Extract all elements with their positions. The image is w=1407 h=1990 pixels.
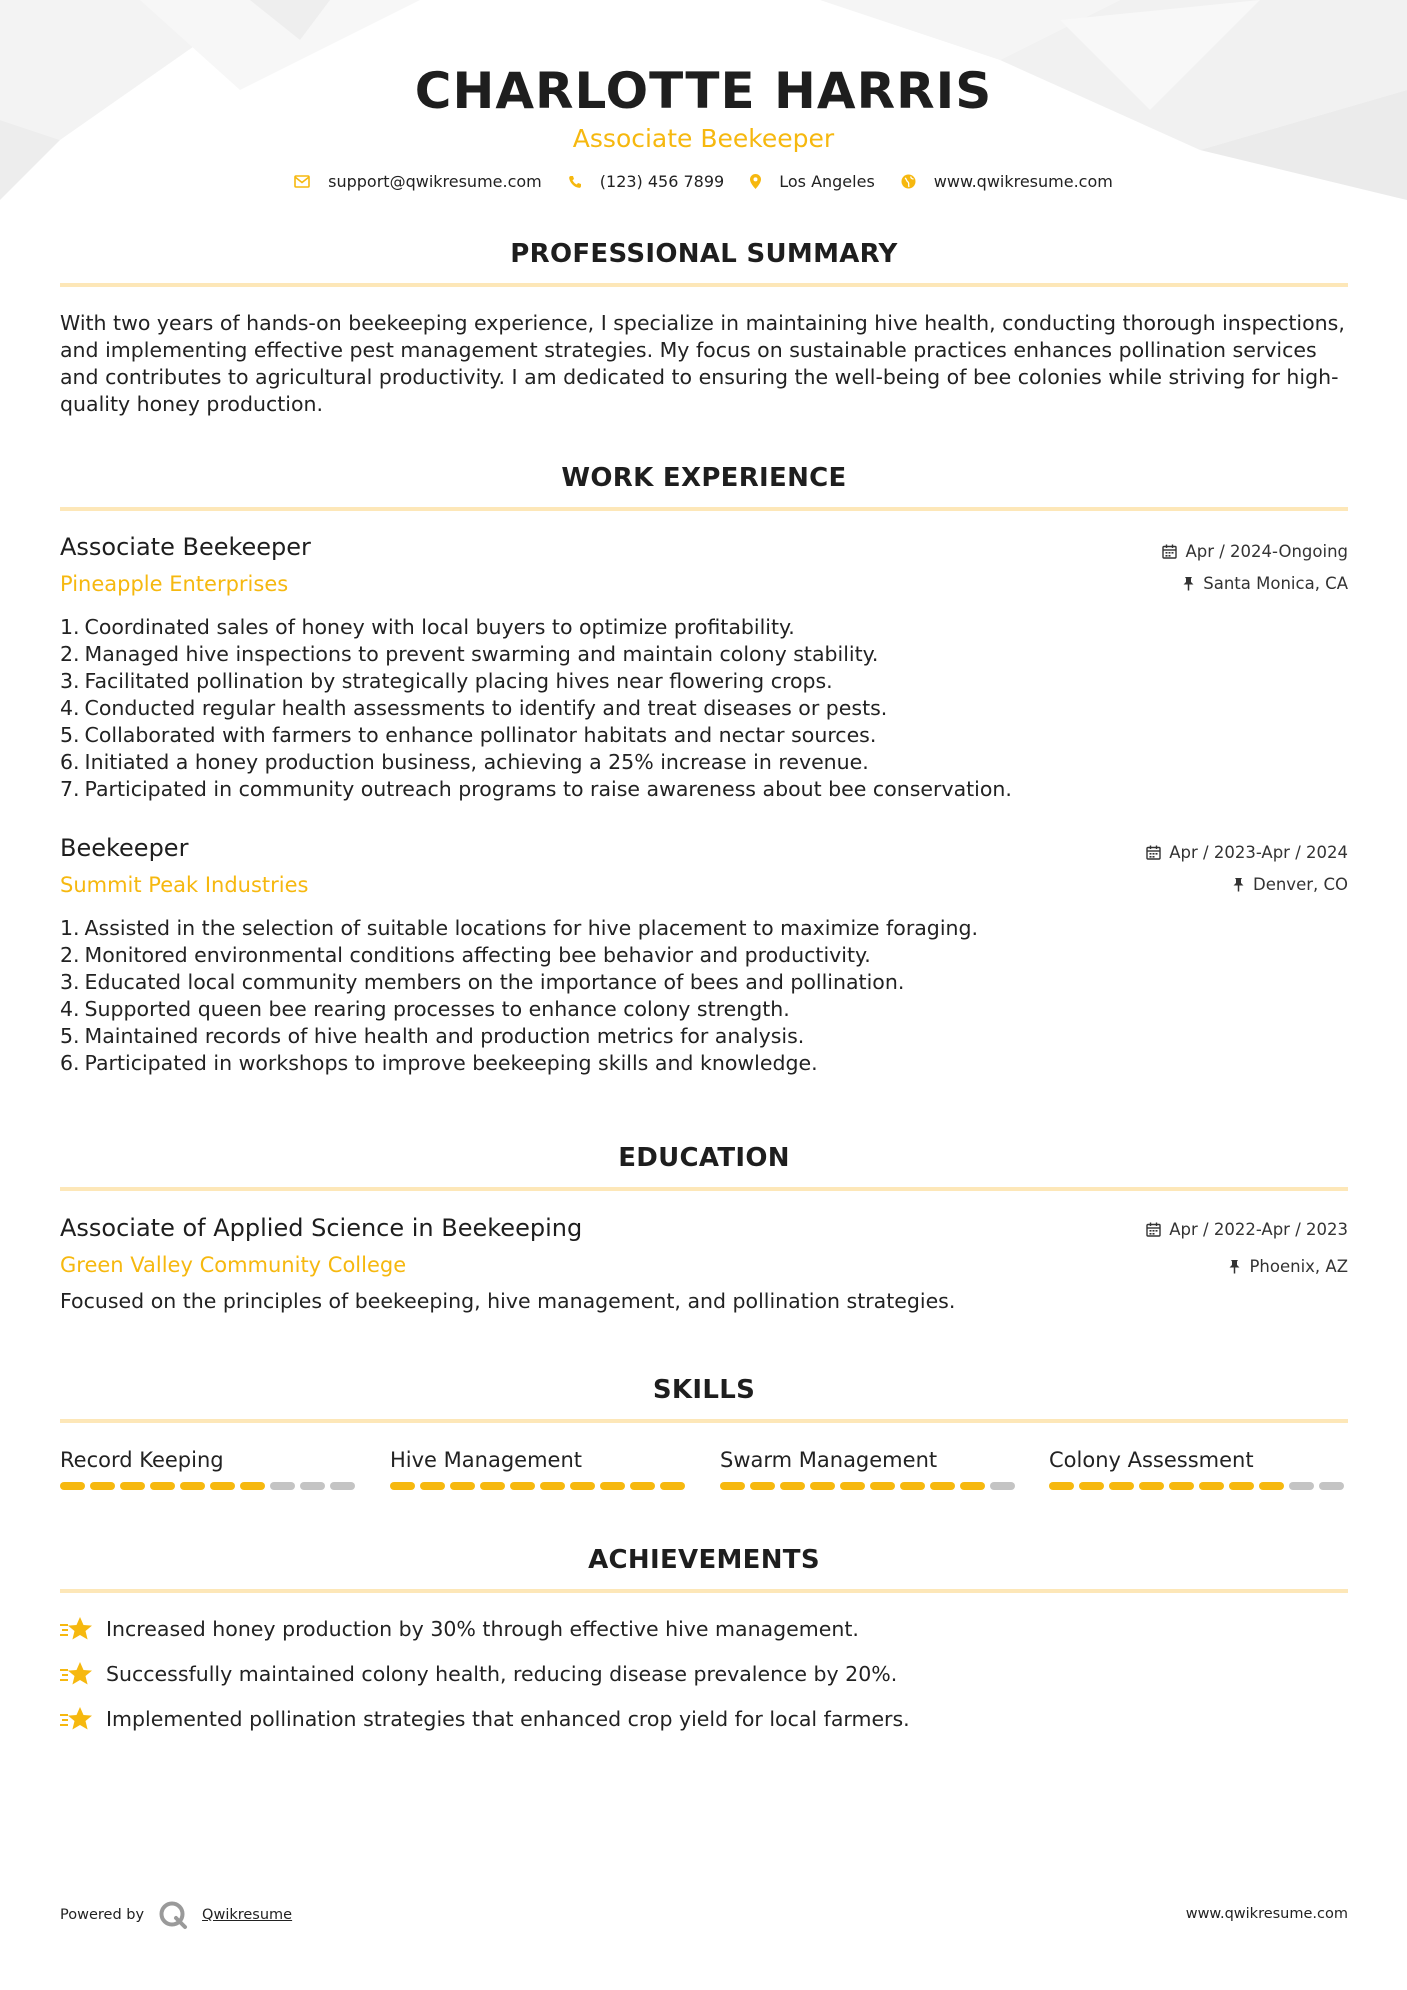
skill-segment-filled [510, 1482, 535, 1490]
list-item-text: Supported queen bee rearing processes to enhance colony strength. [84, 997, 790, 1021]
summary-heading: PROFESSIONAL SUMMARY [510, 239, 898, 269]
job-company: Summit Peak Industries [60, 873, 309, 897]
skill-segment-empty [270, 1482, 295, 1490]
achievements-divider [60, 1589, 1348, 1593]
envelope-icon [294, 175, 310, 188]
skill-segment-filled [1229, 1482, 1254, 1490]
calendar-icon [1146, 845, 1161, 860]
skill-segment-filled [570, 1482, 595, 1490]
achievement-item [60, 1616, 859, 1642]
achievements-heading: ACHIEVEMENTS [588, 1545, 820, 1575]
list-item: 5. Collaborated with farmers to enhance pollinator habitats and nectar sources. [60, 723, 877, 747]
achievement-item [60, 1661, 897, 1687]
job-location-text: Denver, CO [1252, 875, 1348, 894]
skill-name: Hive Management [390, 1448, 582, 1472]
list-item: 3. Facilitated pollination by strategically placing hives near flowering crops. [60, 669, 833, 693]
job-dates [1162, 542, 1348, 561]
footer-website[interactable]: www.qwikresume.com [1185, 1906, 1348, 1922]
job-location [1232, 875, 1348, 894]
skill-segment-filled [60, 1482, 85, 1490]
job-location-text: Santa Monica, CA [1203, 574, 1348, 593]
skill-segment-filled [1079, 1482, 1104, 1490]
skill-segment-filled [450, 1482, 475, 1490]
contact-phone-text: (123) 456 7899 [599, 172, 725, 191]
skill-segment-filled [1199, 1482, 1224, 1490]
summary-divider [60, 283, 1348, 287]
list-item: 2. Monitored environmental conditions affecting bee behavior and productivity. [60, 943, 871, 967]
list-item: 7. Participated in community outreach programs to raise awareness about bee conservation. [60, 777, 1012, 801]
education-heading: EDUCATION [618, 1143, 790, 1173]
skills-heading: SKILLS [652, 1375, 756, 1405]
education-divider [60, 1187, 1348, 1191]
powered-by-label: Powered by [60, 1907, 145, 1923]
pushpin-icon [1232, 877, 1245, 892]
star-icon [60, 1661, 92, 1687]
list-item: 6. Participated in workshops to improve beekeeping skills and knowledge. [60, 1051, 818, 1075]
qwikresume-logo-icon [158, 1900, 188, 1930]
job-title: Beekeeper [60, 834, 189, 862]
skill-segment-filled [480, 1482, 505, 1490]
experience-divider [60, 507, 1348, 511]
skill-segment-filled [540, 1482, 565, 1490]
school-name: Green Valley Community College [60, 1253, 407, 1277]
skill-name: Colony Assessment [1049, 1448, 1254, 1472]
contact-phone[interactable] [568, 172, 724, 191]
star-icon [60, 1616, 92, 1642]
skill-segment-filled [780, 1482, 805, 1490]
candidate-title: Associate Beekeeper [572, 124, 835, 153]
skill-rating-bar [60, 1482, 360, 1490]
list-item-text: Maintained records of hive health and production metrics for analysis. [84, 1024, 805, 1048]
skill-segment-filled [930, 1482, 955, 1490]
education-dates [1146, 1220, 1348, 1239]
list-item-text: Participated in community outreach programs to raise awareness about bee conservation. [84, 777, 1012, 801]
qwikresume-link[interactable]: Qwikresume [202, 1907, 293, 1923]
list-item-text: Coordinated sales of honey with local buyers to optimize profitability. [84, 615, 795, 639]
calendar-icon [1146, 1222, 1161, 1237]
skill-segment-filled [900, 1482, 925, 1490]
skill-name: Swarm Management [720, 1448, 938, 1472]
contact-email[interactable] [294, 172, 542, 191]
skill-segment-empty [990, 1482, 1015, 1490]
list-item-text: Assisted in the selection of suitable locations for hive placement to maximize foraging. [84, 916, 979, 940]
skill-segment-filled [660, 1482, 685, 1490]
skill-rating-bar [390, 1482, 690, 1490]
list-item-text: Educated local community members on the importance of bees and pollination. [84, 970, 905, 994]
list-item-text: Monitored environmental conditions affecting bee behavior and productivity. [84, 943, 871, 967]
education-location-text: Phoenix, AZ [1249, 1257, 1348, 1276]
list-item-text: Managed hive inspections to prevent swarming and maintain colony stability. [84, 642, 879, 666]
skill-segment-filled [840, 1482, 865, 1490]
list-item: 3. Educated local community members on the importance of bees and pollination. [60, 970, 905, 994]
degree-title: Associate of Applied Science in Beekeeping [60, 1214, 583, 1242]
skill-segment-filled [420, 1482, 445, 1490]
phone-icon [568, 175, 582, 189]
pushpin-icon [1182, 576, 1195, 591]
skill-segment-filled [1049, 1482, 1074, 1490]
achievement-text: Increased honey production by 30% through effective hive management. [106, 1617, 859, 1641]
skill-segment-filled [90, 1482, 115, 1490]
achievement-text: Successfully maintained colony health, reducing disease prevalence by 20%. [106, 1662, 898, 1686]
achievement-item [60, 1706, 910, 1732]
job-location [1182, 574, 1348, 593]
job-duties-list [60, 614, 1260, 803]
list-item: 5. Maintained records of hive health and production metrics for analysis. [60, 1024, 805, 1048]
pushpin-icon [1228, 1259, 1241, 1274]
skill-segment-filled [750, 1482, 775, 1490]
skill-segment-filled [810, 1482, 835, 1490]
contact-website-text: www.qwikresume.com [933, 172, 1113, 191]
skill-rating-bar [1049, 1482, 1349, 1490]
skill-segment-filled [180, 1482, 205, 1490]
candidate-name: CHARLOTTE HARRIS [414, 62, 993, 120]
skill-segment-filled [1139, 1482, 1164, 1490]
list-item-text: Participated in workshops to improve beekeeping skills and knowledge. [84, 1051, 818, 1075]
summary-text: With two years of hands-on beekeeping experience, I specialize in maintaining hive health, conducting thorough inspections, and implementing effective pest management strategies. My focus on sustainable practices enhances pollination services and contributes to agricultural productivity. I am dedicated to ensuring the well-being of bee colonies while striving for high-quality honey production. [60, 311, 1345, 416]
job-dates-text: Apr / 2023-Apr / 2024 [1169, 843, 1348, 862]
contact-email-text: support@qwikresume.com [328, 172, 542, 191]
skill-item [720, 1446, 1020, 1490]
star-icon [60, 1706, 92, 1732]
list-item: 6. Initiated a honey production business, achieving a 25% increase in revenue. [60, 750, 869, 774]
job-company: Pineapple Enterprises [60, 572, 289, 596]
experience-heading: WORK EXPERIENCE [561, 463, 847, 493]
contact-website[interactable] [901, 172, 1113, 191]
skill-rating-bar [720, 1482, 1020, 1490]
education-description: Focused on the principles of beekeeping, hive management, and pollination strategies. [60, 1289, 956, 1313]
education-dates-text: Apr / 2022-Apr / 2023 [1169, 1220, 1348, 1239]
skill-segment-empty [1319, 1482, 1344, 1490]
list-item: 1. Coordinated sales of honey with local buyers to optimize profitability. [60, 615, 795, 639]
job-dates-text: Apr / 2024-Ongoing [1185, 542, 1348, 561]
contact-bar [0, 172, 1407, 191]
skill-segment-filled [1169, 1482, 1194, 1490]
skill-name: Record Keeping [60, 1448, 224, 1472]
globe-icon [901, 174, 916, 189]
skill-segment-filled [240, 1482, 265, 1490]
skill-segment-filled [870, 1482, 895, 1490]
skill-segment-filled [630, 1482, 655, 1490]
job-dates [1146, 843, 1348, 862]
skill-segment-filled [1259, 1482, 1284, 1490]
skill-segment-filled [1109, 1482, 1134, 1490]
skill-item [390, 1446, 690, 1490]
skill-segment-filled [600, 1482, 625, 1490]
skill-segment-filled [120, 1482, 145, 1490]
footer-branding [60, 1900, 292, 1930]
skill-segment-empty [330, 1482, 355, 1490]
job-duties-list [60, 915, 1260, 1077]
resume-header [0, 58, 1407, 154]
skill-item [1049, 1446, 1349, 1490]
skills-divider [60, 1419, 1348, 1423]
contact-location-text: Los Angeles [779, 172, 875, 191]
list-item-text: Collaborated with farmers to enhance pollinator habitats and nectar sources. [84, 723, 877, 747]
skill-segment-filled [960, 1482, 985, 1490]
skill-item [60, 1446, 360, 1490]
list-item: 4. Conducted regular health assessments to identify and treat diseases or pests. [60, 696, 888, 720]
map-marker-icon [750, 174, 761, 189]
skill-segment-empty [300, 1482, 325, 1490]
achievement-text: Implemented pollination strategies that enhanced crop yield for local farmers. [106, 1707, 910, 1731]
skill-segment-filled [210, 1482, 235, 1490]
skill-segment-filled [720, 1482, 745, 1490]
skill-segment-empty [1289, 1482, 1314, 1490]
list-item: 1. Assisted in the selection of suitable locations for hive placement to maximize foraging. [60, 916, 979, 940]
skill-segment-filled [150, 1482, 175, 1490]
list-item-text: Conducted regular health assessments to identify and treat diseases or pests. [84, 696, 888, 720]
list-item-text: Facilitated pollination by strategically placing hives near flowering crops. [84, 669, 833, 693]
contact-location [750, 172, 875, 191]
education-location [1228, 1257, 1348, 1276]
list-item: 2. Managed hive inspections to prevent swarming and maintain colony stability. [60, 642, 879, 666]
calendar-icon [1162, 544, 1177, 559]
list-item: 4. Supported queen bee rearing processes to enhance colony strength. [60, 997, 790, 1021]
skill-segment-filled [390, 1482, 415, 1490]
job-title: Associate Beekeeper [60, 533, 311, 561]
list-item-text: Initiated a honey production business, achieving a 25% increase in revenue. [84, 750, 869, 774]
